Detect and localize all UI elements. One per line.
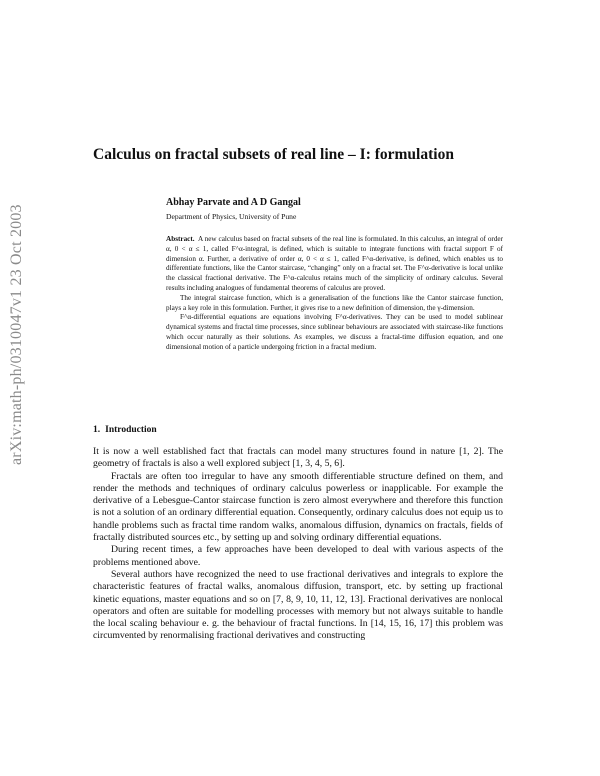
paper-authors: Abhay Parvate and A D Gangal (166, 197, 301, 208)
abstract-paragraph: F^α-differential equations are equations involving F^α-derivatives. They can be used to model sublinear dynamical systems and fractal time processes, since sublinear behaviours are associated with staircase-like functions which occur naturally as their solutions. As examples, we discuss a fractal-time diffusion equation, and one dimensional motion of a particle undergoing friction in a fractal medium. (166, 313, 503, 351)
paper-title: Calculus on fractal subsets of real line – I: formulation (93, 146, 454, 163)
abstract-paragraph: The integral staircase function, which is a generalisation of the functions like the Cantor staircase function, plays a key role in this formulation. Further, it gives rise to a new definition of dimension, the γ-dimension. (166, 293, 503, 312)
author-affiliation: Department of Physics, University of Pune (166, 212, 297, 221)
body-paragraph: Fractals are often too irregular to have any smooth differentiable structure defined on them, and render the methods and techniques of ordinary calculus powerless or inapplicable. For example the derivative of a Lebesgue-Cantor staircase function is zero almost everywhere and therefore this function is not a solution of an ordinary differential equation. Consequently, ordinary calculus does not equip us to handle problems such as fractal time random walks, anomalous diffusion, dynamics on fractals, fields of fractally distributed sources etc., by setting up and solving ordinary differential equations. (93, 470, 503, 544)
section-body (93, 446, 503, 643)
body-paragraph: It is now a well established fact that fractals can model many structures found in nature [1, 2]. The geometry of fractals is also a well explored subject [1, 3, 4, 5, 6]. (93, 446, 503, 470)
section-title: Introduction (105, 425, 157, 435)
abstract-paragraph (166, 235, 503, 294)
body-paragraph: Several authors have recognized the need to use fractional derivatives and integrals to explore the characteristic features of fractal walks, anomalous diffusion, transport, etc. by setting up fractional kinetic equations, master equations and so on [7, 8, 9, 10, 11, 12, 13]. Fractional derivatives are nonlocal operators and often are suitable for modelling processes with memory but not always suitable to handle the local scaling behaviour e. g. the behaviour of fractal functions. In [14, 15, 16, 17] this problem was circumvented by renormalising fractional derivatives and constructing (93, 568, 503, 642)
section-heading (93, 425, 157, 435)
abstract (166, 235, 503, 353)
section-number: 1. (93, 425, 101, 435)
arxiv-identifier-stamp: arXiv:math-ph/0310047v1 23 Oct 2003 (8, 204, 25, 465)
abstract-label: Abstract. (166, 235, 195, 243)
body-paragraph: During recent times, a few approaches have been developed to deal with various aspects of the problems mentioned above. (93, 544, 503, 568)
abstract-paragraph-text: A new calculus based on fractal subsets of the real line is formulated. In this calculus, an integral of order α, 0 < α ≤ 1, called F^α-integral, is defined, which is suitable to integrate functions with fractal support F of dimension α. Further, a derivative of order α, 0 < α ≤ 1, called F^α-derivative, is defined, which enables us to differentiate functions, like the Cantor staircase, “changing” only on a fractal set. The F^α-derivative is local unlike the classical fractional derivative. The F^α-calculus retains much of the simplicity of ordinary calculus. Several results including analogues of fundamental theorems of calculus are proved. (166, 235, 503, 292)
